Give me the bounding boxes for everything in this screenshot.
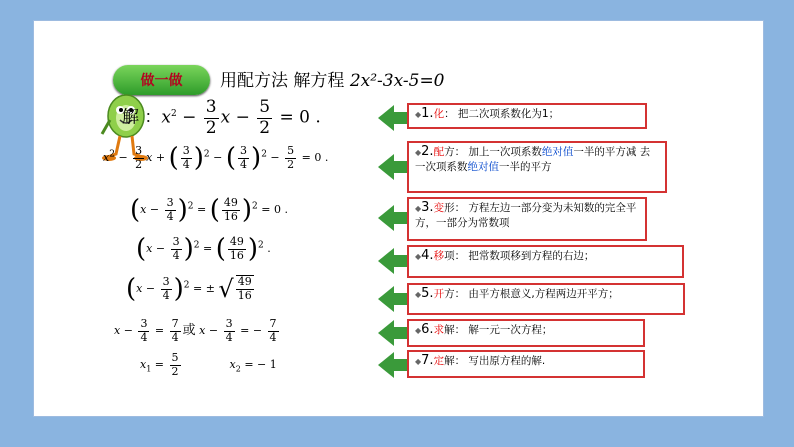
- math-line-7: $x_1$ = $\frac{5}{2}$ $x_2$ = − 1: [140, 351, 277, 378]
- math-line-1: 解 ：$x^2$ − $\frac{3}{2}$ x − $\frac{5}{2}$ = 0 .: [122, 97, 321, 138]
- step-box-7: ◆7.定解： 写出原方程的解.: [407, 350, 645, 378]
- or-word: 或: [182, 323, 196, 339]
- diamond-bullet-icon: ◆: [415, 290, 422, 299]
- step-key: 开: [433, 288, 445, 300]
- diamond-bullet-icon: ◆: [415, 326, 422, 335]
- step-box-5: ◆5.开方： 由平方根意义,方程两边开平方；: [407, 283, 685, 315]
- step-key: 定: [433, 355, 445, 367]
- math-line-5: (x − $\frac{3}{4}$ )$^2$ = ± √ $\frac{49}{16}$: [126, 274, 252, 304]
- step-key: 变: [433, 202, 445, 214]
- title-prefix: 用配方法 解方程: [220, 71, 350, 91]
- diamond-bullet-icon: ◆: [415, 252, 422, 261]
- diamond-bullet-icon: ◆: [415, 110, 422, 119]
- step-box-4: ◆4.移项： 把常数项移到方程的右边；: [407, 245, 684, 278]
- step-text: ： 把二次项系数化为1；: [444, 108, 560, 120]
- diamond-bullet-icon: ◆: [415, 357, 422, 366]
- solve-label: 解: [122, 107, 139, 128]
- step-box-2: ◆2.配方： 加上一次项系数绝对值一半的平方减 去一次项系数绝对值一半的平方: [407, 141, 667, 193]
- title-equation: 2x²-3x-5=0: [349, 71, 445, 91]
- badge-label: 做一做: [140, 73, 183, 89]
- step-key: 移: [433, 250, 445, 262]
- step-box-6: ◆6.求解： 解一元一次方程；: [407, 319, 645, 347]
- step-key: 化: [433, 108, 445, 120]
- diamond-bullet-icon: ◆: [415, 148, 422, 157]
- step-key: 求: [433, 324, 445, 336]
- math-line-2: $x^2$ − $\frac{3}{2}$ x + ( $\frac{3}{4}$ )$^2$ − ( $\frac{3}{4}$ )$^2$ − $\frac{5}{2}$ = 0 .: [103, 143, 329, 174]
- math-line-4: (x − $\frac{3}{4}$ )$^2$ = ( $\frac{49}{16}$ )$^2$ .: [136, 234, 271, 265]
- diamond-bullet-icon: ◆: [415, 204, 422, 213]
- math-line-3: (x − $\frac{3}{4}$ )$^2$ = ( $\frac{49}{16}$ )$^2$ = 0 .: [130, 195, 288, 226]
- step-box-1: ◆1.化： 把二次项系数化为1；: [407, 103, 647, 129]
- step-box-3: ◆3.变形： 方程左边一部分变为未知数的完全平方，一部分为常数项: [407, 197, 647, 241]
- math-line-6: x − $\frac{3}{4}$ = $\frac{7}{4}$ 或 x − $\frac{3}{4}$ = − $\frac{7}{4}$: [114, 317, 277, 344]
- step-key: 配: [433, 146, 445, 158]
- page-title: [220, 66, 445, 91]
